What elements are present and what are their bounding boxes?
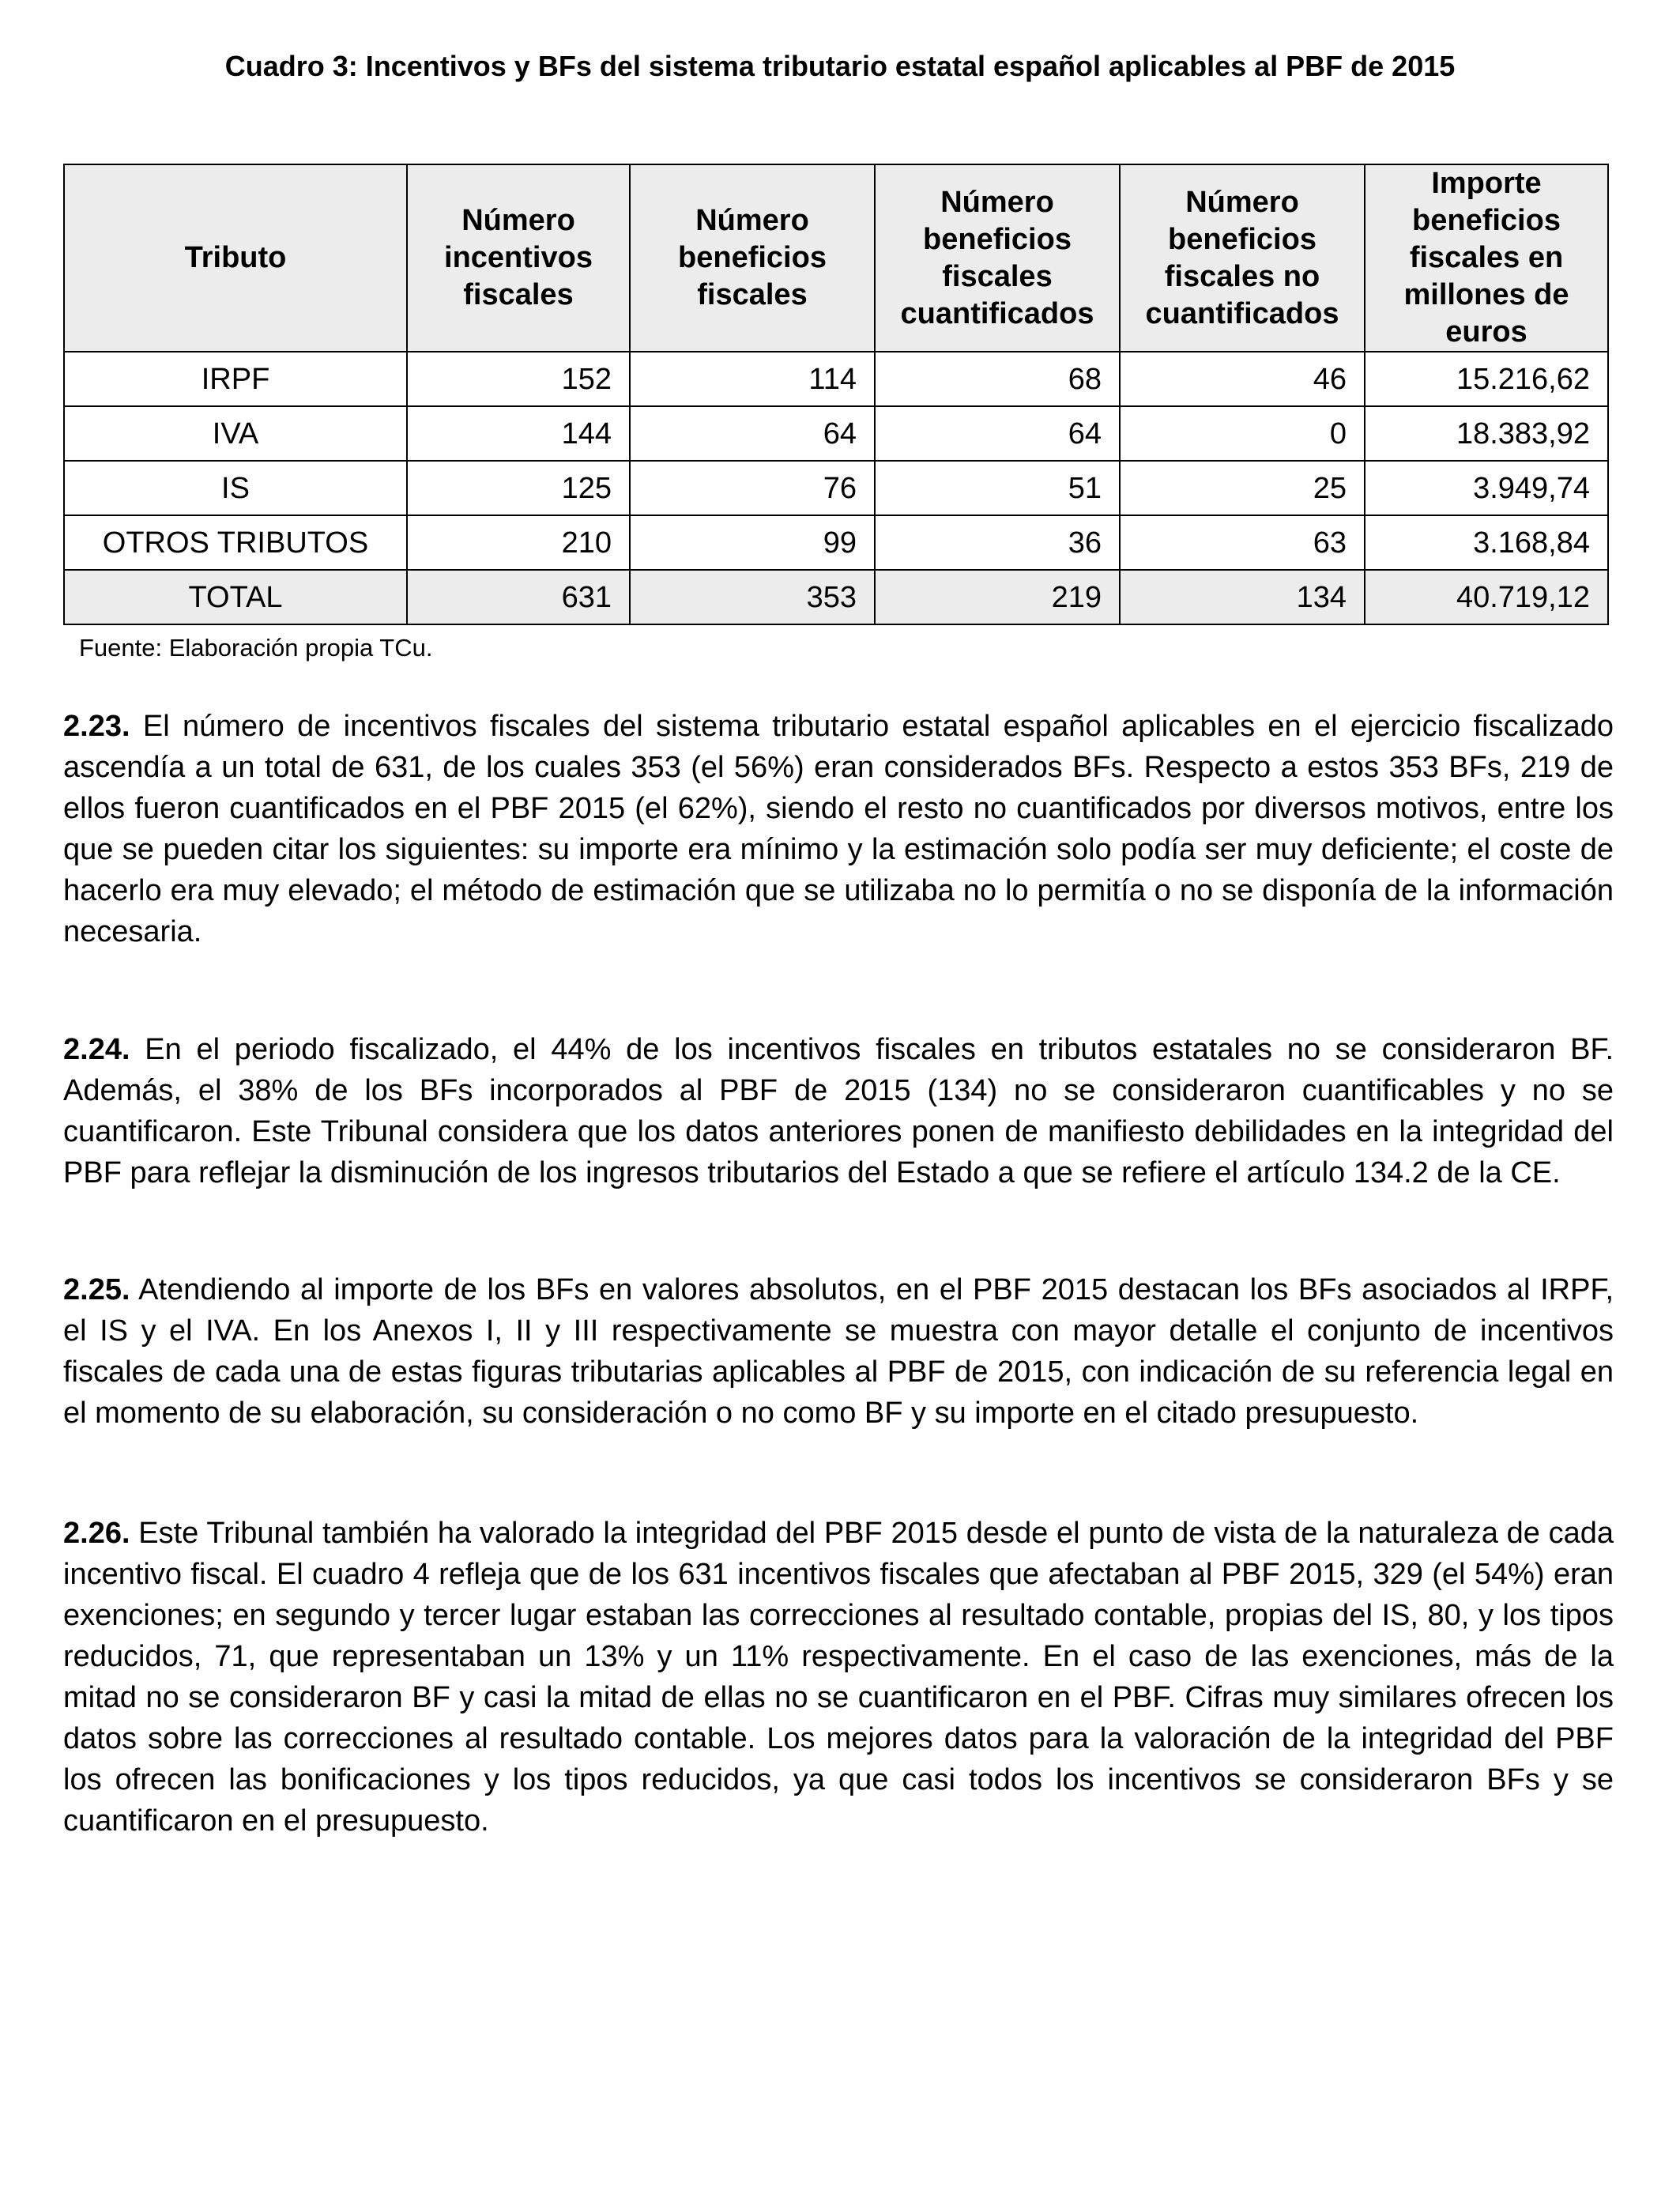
cell-cuantificados: 51: [875, 461, 1120, 515]
cell-beneficios: 64: [630, 406, 875, 461]
cell-incentivos: 631: [407, 570, 630, 624]
cell-tributo: IS: [64, 461, 407, 515]
header-num-beneficios: Número beneficios fiscales: [630, 164, 875, 352]
header-tributo: Tributo: [64, 164, 407, 352]
cell-cuantificados: 64: [875, 406, 1120, 461]
cell-no-cuantificados: 25: [1120, 461, 1365, 515]
table-row: [64, 406, 1608, 461]
header-cuantificados: Número beneficios fiscales cuantificados: [875, 164, 1120, 352]
cell-incentivos: 210: [407, 515, 630, 570]
header-importe: Importe beneficios fiscales en millones de euros: [1365, 164, 1608, 352]
cell-incentivos: 144: [407, 406, 630, 461]
cell-no-cuantificados: 0: [1120, 406, 1365, 461]
cell-incentivos: 152: [407, 352, 630, 406]
cell-beneficios: 114: [630, 352, 875, 406]
paragraph-2-25: [63, 1269, 1614, 1434]
header-no-cuantificados: Número beneficios fiscales no cuantificados: [1120, 164, 1365, 352]
cell-importe: 18.383,92: [1365, 406, 1608, 461]
table-source-note: Fuente: Elaboración propia TCu.: [79, 634, 433, 662]
paragraph-2-24: [63, 1029, 1614, 1193]
paragraph-number: 2.26.: [63, 1517, 130, 1550]
paragraph-number: 2.24.: [63, 1033, 130, 1066]
fiscal-incentives-table: [63, 164, 1609, 625]
cell-no-cuantificados: 46: [1120, 352, 1365, 406]
cell-beneficios: 353: [630, 570, 875, 624]
cell-incentivos: 125: [407, 461, 630, 515]
cell-tributo: IRPF: [64, 352, 407, 406]
paragraph-text: Este Tribunal también ha valorado la integridad del PBF 2015 desde el punto de vista de la naturaleza de cada incentivo fiscal. El cuadro 4 refleja que de los 631 incentivos fiscales que afectaban al PBF 2015, 329 (el 54%) eran exenciones; en segundo y tercer lugar estaban las correcciones al resultado contable, propias del IS, 80, y los tipos reducidos, 71, que representaban un 13% y un 11% respectivamente. En el caso de las exenciones, más de la mitad no se consideraron BF y casi la mitad de ellas no se cuantificaron en el PBF. Cifras muy similares ofrecen los datos sobre las correcciones al resultado contable. Los mejores datos para la valoración de la integridad del PBF los ofrecen las bonificaciones y los tipos reducidos, ya que casi todos los incentivos se consideraron BFs y se cuantificaron en el presupuesto.: [63, 1517, 1614, 1838]
page-title: [0, 49, 1680, 84]
cell-importe: 3.168,84: [1365, 515, 1608, 570]
cell-importe: 15.216,62: [1365, 352, 1608, 406]
paragraph-number: 2.25.: [63, 1273, 130, 1306]
cell-tributo: TOTAL: [64, 570, 407, 624]
cell-tributo: OTROS TRIBUTOS: [64, 515, 407, 570]
paragraph-text: El número de incentivos fiscales del sistema tributario estatal español aplicables en el ejercicio fiscalizado ascendía a un total de 631, de los cuales 353 (el 56%) eran considerados BFs. Respecto a estos 353 BFs, 219 de ellos fueron cuantificados en el PBF 2015 (el 62%), siendo el resto no cuantificados por diversos motivos, entre los que se pueden citar los siguientes: su importe era mínimo y la estimación solo podía ser muy deficiente; el coste de hacerlo era muy elevado; el método de estimación que se utilizaba no lo permitía o no se disponía de la información necesaria.: [63, 710, 1614, 948]
cell-beneficios: 99: [630, 515, 875, 570]
cell-importe: 40.719,12: [1365, 570, 1608, 624]
table-total-row: [64, 570, 1608, 624]
table-row: [64, 352, 1608, 406]
cell-importe: 3.949,74: [1365, 461, 1608, 515]
cell-no-cuantificados: 63: [1120, 515, 1365, 570]
header-num-incentivos: Número incentivos fiscales: [407, 164, 630, 352]
cell-cuantificados: 68: [875, 352, 1120, 406]
title-text: Incentivos y BFs del sistema tributario estatal español aplicables al PBF de 2015: [365, 50, 1456, 82]
paragraph-number: 2.23.: [63, 710, 130, 743]
cell-no-cuantificados: 134: [1120, 570, 1365, 624]
paragraph-2-23: [63, 706, 1614, 952]
cell-beneficios: 76: [630, 461, 875, 515]
table-header-row: [64, 164, 1608, 352]
table-row: [64, 461, 1608, 515]
cell-cuantificados: 219: [875, 570, 1120, 624]
cell-tributo: IVA: [64, 406, 407, 461]
paragraph-text: Atendiendo al importe de los BFs en valores absolutos, en el PBF 2015 destacan los BFs asociados al IRPF, el IS y el IVA. En los Anexos I, II y III respectivamente se muestra con mayor detalle el conjunto de incentivos fiscales de cada una de estas figuras tributarias aplicables al PBF de 2015, con indicación de su referencia legal en el momento de su elaboración, su consideración o no como BF y su importe en el citado presupuesto.: [63, 1273, 1614, 1430]
table-row: [64, 515, 1608, 570]
title-lead: Cuadro 3:: [224, 50, 358, 82]
cell-cuantificados: 36: [875, 515, 1120, 570]
paragraph-text: En el periodo fiscalizado, el 44% de los incentivos fiscales en tributos estatales no se consideraron BF. Además, el 38% de los BFs incorporados al PBF de 2015 (134) no se consideraron cuantificables y no se cuantificaron. Este Tribunal considera que los datos anteriores ponen de manifiesto debilidades en la integridad del PBF para reflejar la disminución de los ingresos tributarios del Estado a que se refiere el artículo 134.2 de la CE.: [63, 1033, 1614, 1189]
paragraph-2-26: [63, 1513, 1614, 1842]
